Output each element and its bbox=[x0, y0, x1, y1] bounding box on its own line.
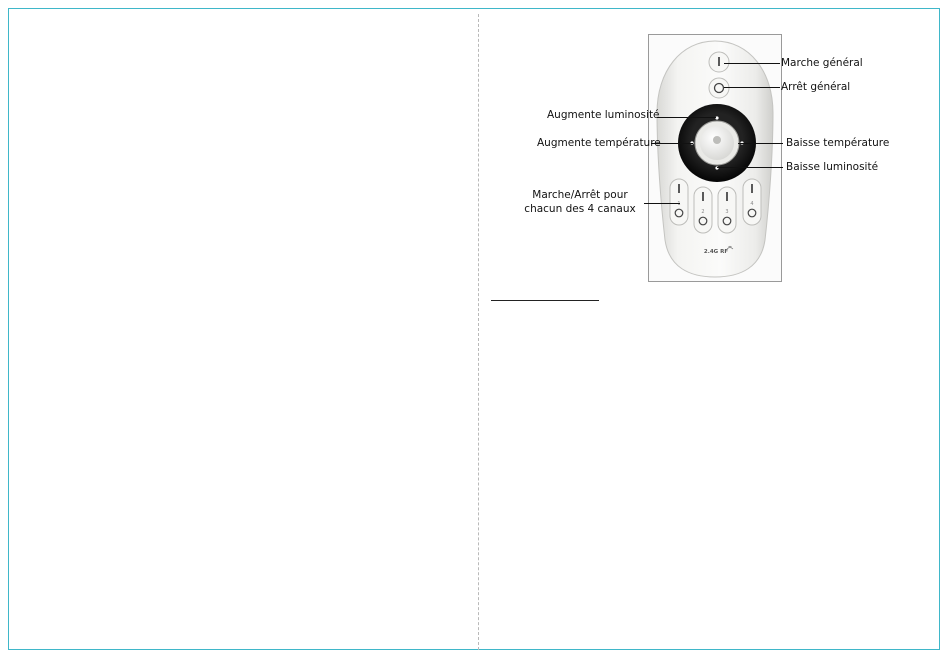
label-augmente-luminosite: Augmente luminosité bbox=[547, 109, 660, 121]
fold-line bbox=[478, 14, 479, 650]
leader-marche-general bbox=[724, 63, 780, 64]
label-baisse-luminosite: Baisse luminosité bbox=[786, 161, 879, 173]
label-marche-arret-canaux: Marche/Arrêt pour chacun des 4 canaux bbox=[524, 189, 636, 215]
rf-logo: 2.4G RF bbox=[703, 249, 729, 255]
power-off-button bbox=[709, 78, 729, 98]
channel-1-button bbox=[670, 179, 688, 225]
leader-arret-general bbox=[724, 87, 780, 88]
svg-text:4: 4 bbox=[750, 201, 754, 207]
leader-baisse-temperature bbox=[738, 143, 783, 144]
leader-augmente-luminosite bbox=[657, 117, 716, 118]
svg-text:3: 3 bbox=[725, 209, 729, 215]
channel-2-button bbox=[694, 187, 712, 233]
label-arret-general: Arrêt général bbox=[781, 81, 851, 93]
leader-marche-arret-canaux bbox=[644, 203, 680, 204]
channel-4-button bbox=[743, 179, 761, 225]
remote-illustration bbox=[649, 35, 781, 281]
page-frame bbox=[8, 8, 940, 650]
channel-3-button bbox=[718, 187, 736, 233]
label-baisse-temperature: Baisse température bbox=[786, 137, 890, 149]
label-marche-general: Marche général bbox=[781, 57, 863, 69]
leader-baisse-luminosite bbox=[717, 167, 783, 168]
svg-text:1: 1 bbox=[677, 201, 681, 207]
svg-text:2: 2 bbox=[701, 209, 705, 215]
remote-photo bbox=[648, 34, 782, 282]
label-augmente-temperature: Augmente température bbox=[537, 137, 661, 149]
section-rule bbox=[491, 300, 599, 301]
